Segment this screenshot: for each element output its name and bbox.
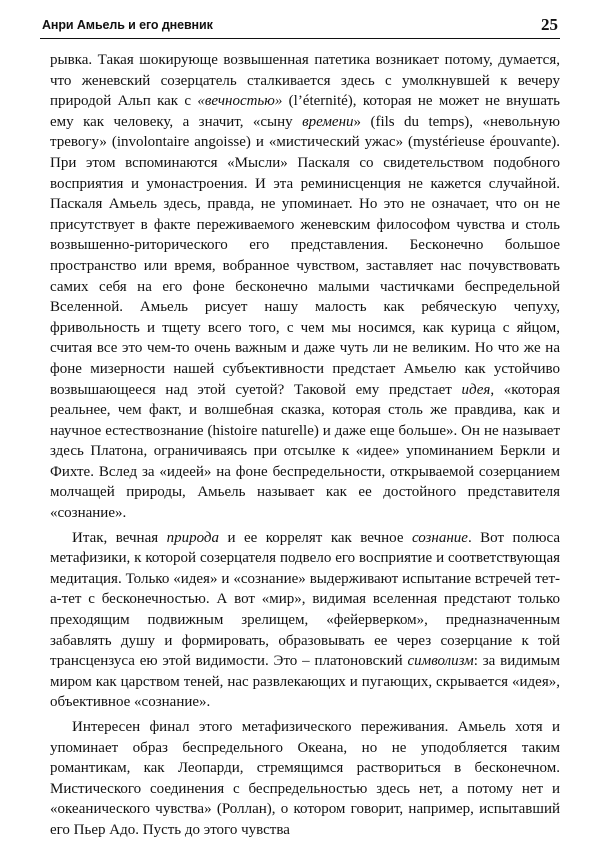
italic-term: времени — [302, 113, 354, 130]
body-text — [50, 50, 560, 841]
italic-term: идея — [461, 381, 491, 398]
paragraph-1 — [50, 50, 560, 524]
text-run: рывка. Такая шокирующе возвышенная патетика возникает потому, думается, что женевский созерцатель сталкивается здесь с умолкнувшей к вечеру природой Альп как с — [50, 52, 560, 110]
text-run: : за видимым миром как царством теней, нас развлекающих и пугающих, скрывается «идея», объективное «сознание». — [50, 653, 560, 711]
text-run: Итак, вечная — [72, 529, 167, 546]
text-run: Интересен финал этого метафизического переживания. Амьель хотя и упоминает образ беспредельного Океана, но не уподобляется таким романтикам, как Леопарди, стремящимся раствориться в бесконечном. Мистического соединения с беспредельностью здесь нет, а потому нет и «океанического чувства» (Роллан), о котором говорит, например, испытавший его Пьер Адо. Пусть до этого чувства — [50, 719, 560, 838]
text-run: и ее коррелят как вечное — [219, 529, 412, 546]
italic-term: символизм — [407, 653, 474, 670]
text-run: , «которая реальнее, чем факт, и волшебная сказка, которая столь же правдива, как и научное естествознание (histoire naturelle) и даже еще больше». Он не называет здесь Платона, ограничиваясь при отсылке к «идее» упоминанием Беркли и Фихте. Вслед за «идеей» на фоне беспредельности, открываемой созерцанием молчащей природы, Амьель называет как ее достойного представителя «сознание». — [50, 381, 560, 522]
text-run: (l’éternité), которая не может не внушать ему как человеку, а значит, «сыну — [50, 93, 561, 130]
text-run: » (fils du temps), «невольную тревогу» (involontaire angoisse) и «мистический ужас» (mystérieuse épouvante). При этом вспоминаются «Мысли» Паскаля со свидетельством подобного восприятия и умонастроения. И эта реминисценция не кажется случайной. Паскаля Амьель здесь, правда, не упоминает. Но это не означает, что он не присутствует в факте переживаемого женевским философом чувства и столь возвышенно-риторического его представления. Бесконечно большое пространство или время, вобранное чувством, заставляет нас почувствовать самих себя на его фоне бесконечно малыми частичками беспредельной Вселенной. Амьель рисует нашу малость как ребяческую чепуху, фривольность и тщету всего того, с чем мы носимся, как курица с яйцом, считая все это чем-то очень важным и даже чуть ли не великим. Но что же на фоне мизерности нашей субъективности предстает Амьелю как устойчиво возвышающееся над этой суетой? Таковой ему предстает — [50, 113, 561, 398]
italic-term: «вечностью» — [197, 93, 283, 110]
italic-term: природа — [166, 529, 219, 546]
italic-term: сознание — [411, 529, 468, 546]
running-title: Анри Амьель и его дневник — [42, 18, 213, 32]
paragraph-2 — [50, 528, 560, 713]
page-number: 25 — [541, 15, 558, 34]
running-header — [40, 14, 560, 39]
text-run: . Вот полюса метафизики, к которой созерцателя подвело его восприятие и соответствующая медитация. Только «идея» и «сознание» выдерживают испытание встречей тет-а-тет с бесконечностью. А вот «мир», видимая вселенная предстают только преходящим подвижным зрелищем, «фейерверком», предназначенным забавлять душу и формировать, образовывать ее через созерцание к той трансцензуса ею этой видимости. Это – платоновский — [50, 529, 560, 670]
paragraph-3 — [50, 717, 560, 841]
